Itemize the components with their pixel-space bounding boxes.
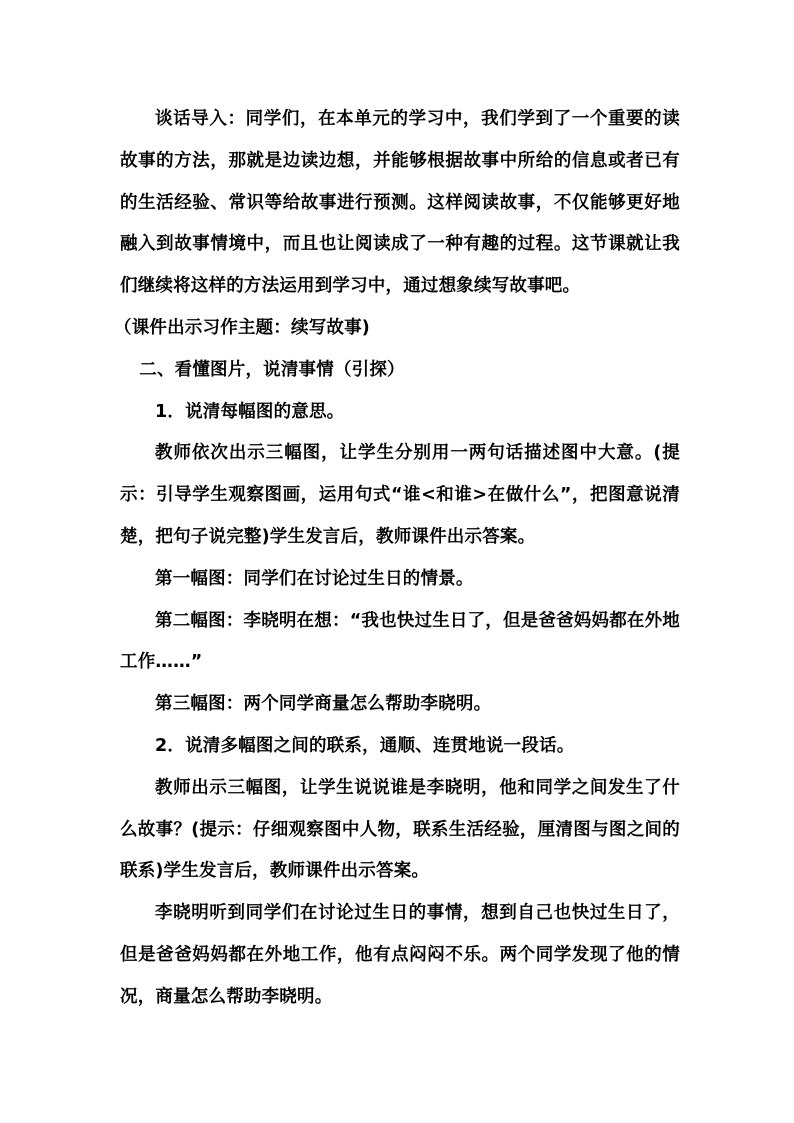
section-heading-2: 二、看懂图片，说清事情（引探） [139,359,405,380]
picture-3-description: 第三幅图：两个同学商量怎么帮助李晓明。 [155,694,492,715]
document-body [114,99,680,1019]
paragraph-courseware-note: （课件出示习作主题：续写故事) [114,317,370,338]
paragraph-answer: 李晓明听到同学们在讨论过生日的事情，想到自己也快过生日了，但是爸爸妈妈都在外地工作，他有点闷闷不乐。两个同学发现了他的情况，商量怎么帮助李晓明。 [120,903,680,1007]
step-2-heading: 2．说清多幅图之间的联系，通顺、连贯地说一段话。 [155,735,575,756]
step-1-heading: 1．说清每幅图的意思。 [155,401,345,422]
paragraph-step-2: 教师出示三幅图，让学生说说谁是李晓明，他和同学之间发生了什么故事？(提示：仔细观察图中人物，联系生活经验，厘清图与图之间的联系)学生发言后，教师课件出示答案。 [120,777,680,882]
picture-1-description: 第一幅图：同学们在讨论过生日的情景。 [155,568,474,589]
paragraph-intro: 谈话导入：同学们，在本单元的学习中，我们学到了一个重要的读故事的方法，那就是边读边想，并能够根据故事中所给的信息或者已有的生活经验、常识等给故事进行预测。这样阅读故事，不仅能够更好地融入到故事情境中，而且也让阅读成了一种有趣的过程。这节课就让我们继续将这样的方法运用到学习中，通过想象续写故事吧。 [120,109,680,297]
picture-2-description: 第二幅图：李晓明在想：“我也快过生日了，但是爸爸妈妈都在外地工作……” [120,610,680,673]
paragraph-step-1: 教师依次出示三幅图，让学生分别用一两句话描述图中大意。(提示：引导学生观察图画，运用句式“谁<和谁>在做什么”，把图意说清楚，把句子说完整)学生发言后，教师课件出示答案。 [120,443,680,547]
